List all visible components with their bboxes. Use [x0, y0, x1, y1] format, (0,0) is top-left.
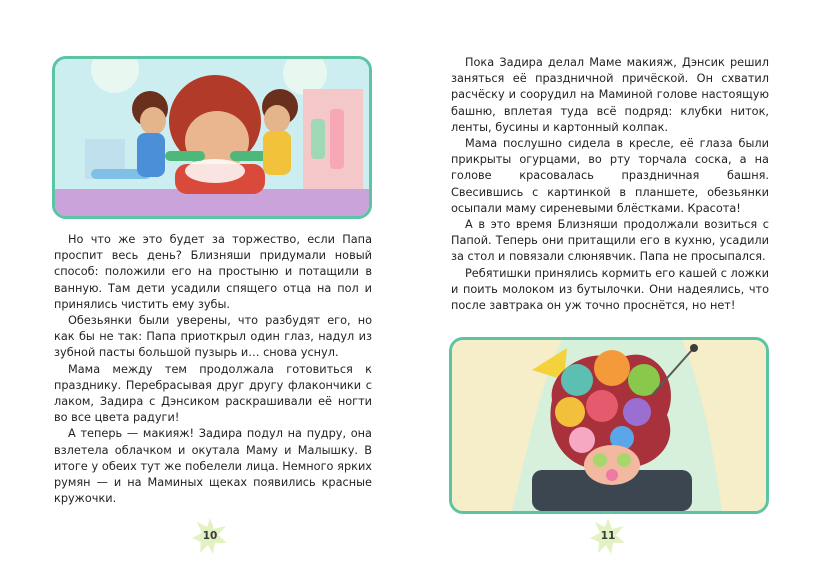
paragraph: Ребятишки принялись кормить его кашей с ложки и поить молоком из бутылочки. Они надеялись, что после завтрака он уж точно проснётся, но нет! — [451, 266, 769, 313]
hair-tower-scene-picture — [452, 340, 766, 511]
page-number-text: 10 — [202, 530, 218, 542]
paragraph: Пока Задира делал Маме макияж, Дэнсик решил заняться её праздничной причёской. Он схватил расчёску и соорудил на Маминой голове настоящую башню, вплетая туда всё подряд: клубки ниток, ленты, бусины и картонный колпак. — [451, 56, 769, 134]
paragraph: Но что же это будет за торжество, если Папа проспит весь день? Близняши придумали новый способ: положили его на простыню и потащили в ванную. Там дети усадили спящего отца на пол и принялись чистить ему зубы. — [54, 233, 372, 311]
paragraph: А в это время Близняши продолжали возиться с Папой. Теперь они притащили его в кухню, усадили за стол и повязали слюнявчик. Папа не просыпался. — [451, 218, 769, 264]
page-number-text: 11 — [600, 530, 616, 542]
illustration-hair-tower — [449, 337, 769, 514]
paragraph: Мама послушно сидела в кресле, её глаза были прикрыты огурцами, во рту торчала соска, а на голове красовалась праздничная башня. Свесившись с картинкой в планшете, обезьянки осыпали маму сиреневыми блёстками. Красота! — [451, 137, 769, 215]
page-number-right — [589, 517, 627, 555]
right-page-text — [451, 55, 769, 314]
illustration-bathroom — [52, 56, 372, 219]
paragraph: Обезьянки были уверены, что разбудят его, но как бы не так: Папа приоткрыл один глаз, надул из зубной пасты большой пузырь и… снова уснул. — [54, 314, 372, 360]
paragraph: А теперь — макияж! Задира подул на пудру, она взлетела облачком и окутала Маму и Малышку. В итоге у обеих тут же побелели лица. Немного ярких румян — и на Маминых щеках появились красные кружочки. — [54, 427, 372, 506]
bathroom-scene-picture — [55, 59, 369, 216]
page-number-left — [191, 517, 229, 555]
paragraph: Мама между тем продолжала готовиться к празднику. Перебрасывая друг другу флакончики с лаком, Задира с Дэнсиком раскрашивали её ногти во все цвета радуги! — [54, 362, 372, 425]
left-page-text — [54, 232, 372, 507]
